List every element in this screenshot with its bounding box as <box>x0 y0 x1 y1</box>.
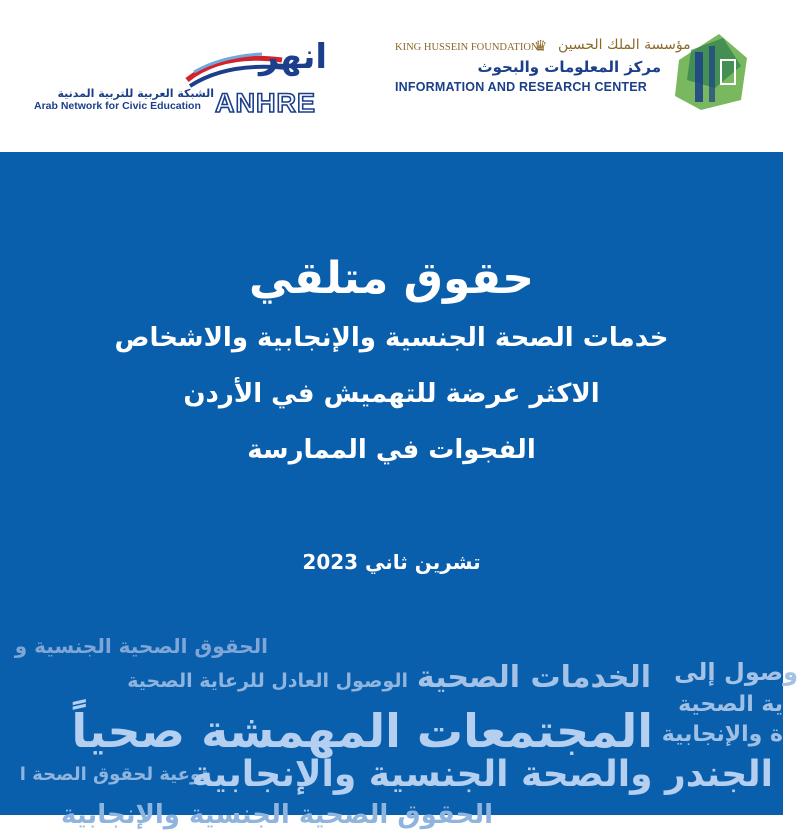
word-cloud-item: الحقوق الصحية الجنسية والإنجابية <box>61 800 493 830</box>
khf-logo <box>393 30 753 120</box>
word-cloud-item: الخدمات الصحية <box>416 660 651 695</box>
anhre-subtitle-en: Arab Network for Civic Education <box>34 100 201 112</box>
crown-icon: ♛ <box>534 37 548 55</box>
word-cloud-item: المجتمعات المهمشة صحياً <box>71 704 653 758</box>
page-title: حقوق متلقي <box>249 253 534 304</box>
publication-date: تشرين ثاني 2023 <box>302 550 481 574</box>
word-cloud-item: ة والإنجابية <box>661 722 783 747</box>
anhre-subtitle-ar: الشبكة العربية للتربية المدنية <box>57 87 214 100</box>
word-cloud-item: وصول إلى <box>674 658 798 686</box>
word-cloud-item: الجندر والصحة الجنسية والإنجابية <box>191 754 773 795</box>
anhre-arabic-mark: انهر <box>258 37 327 77</box>
subtitle-line-3: الفجوات في الممارسة <box>247 435 536 465</box>
khf-center-ar: مركز المعلومات والبحوث <box>477 58 661 76</box>
word-cloud-item: ية الصحية <box>678 692 783 717</box>
khf-foundation-en: KING HUSSEIN FOUNDATION <box>395 42 539 53</box>
irc-emblem-icon <box>671 30 751 112</box>
header-logos <box>0 0 783 152</box>
khf-foundation-ar: مؤسسة الملك الحسين <box>558 37 691 53</box>
subtitle-line-2: الاكثر عرضة للتهميش في الأردن <box>183 379 600 409</box>
anhre-logo <box>32 32 327 118</box>
anhre-latin-name: ANHRE <box>215 88 317 118</box>
word-cloud-item: توعية لحقوق الصحة ا <box>19 764 208 785</box>
anhre-swoosh-icon <box>182 32 332 92</box>
subtitle-line-1: خدمات الصحة الجنسية والإنجابية والاشخاص <box>114 323 669 353</box>
word-cloud-item: الحقوق الصحية الجنسية و <box>14 634 268 658</box>
word-cloud <box>0 152 798 830</box>
word-cloud-item: الوصول العادل للرعاية الصحية <box>127 670 408 692</box>
khf-center-en: INFORMATION AND RESEARCH CENTER <box>395 80 648 94</box>
